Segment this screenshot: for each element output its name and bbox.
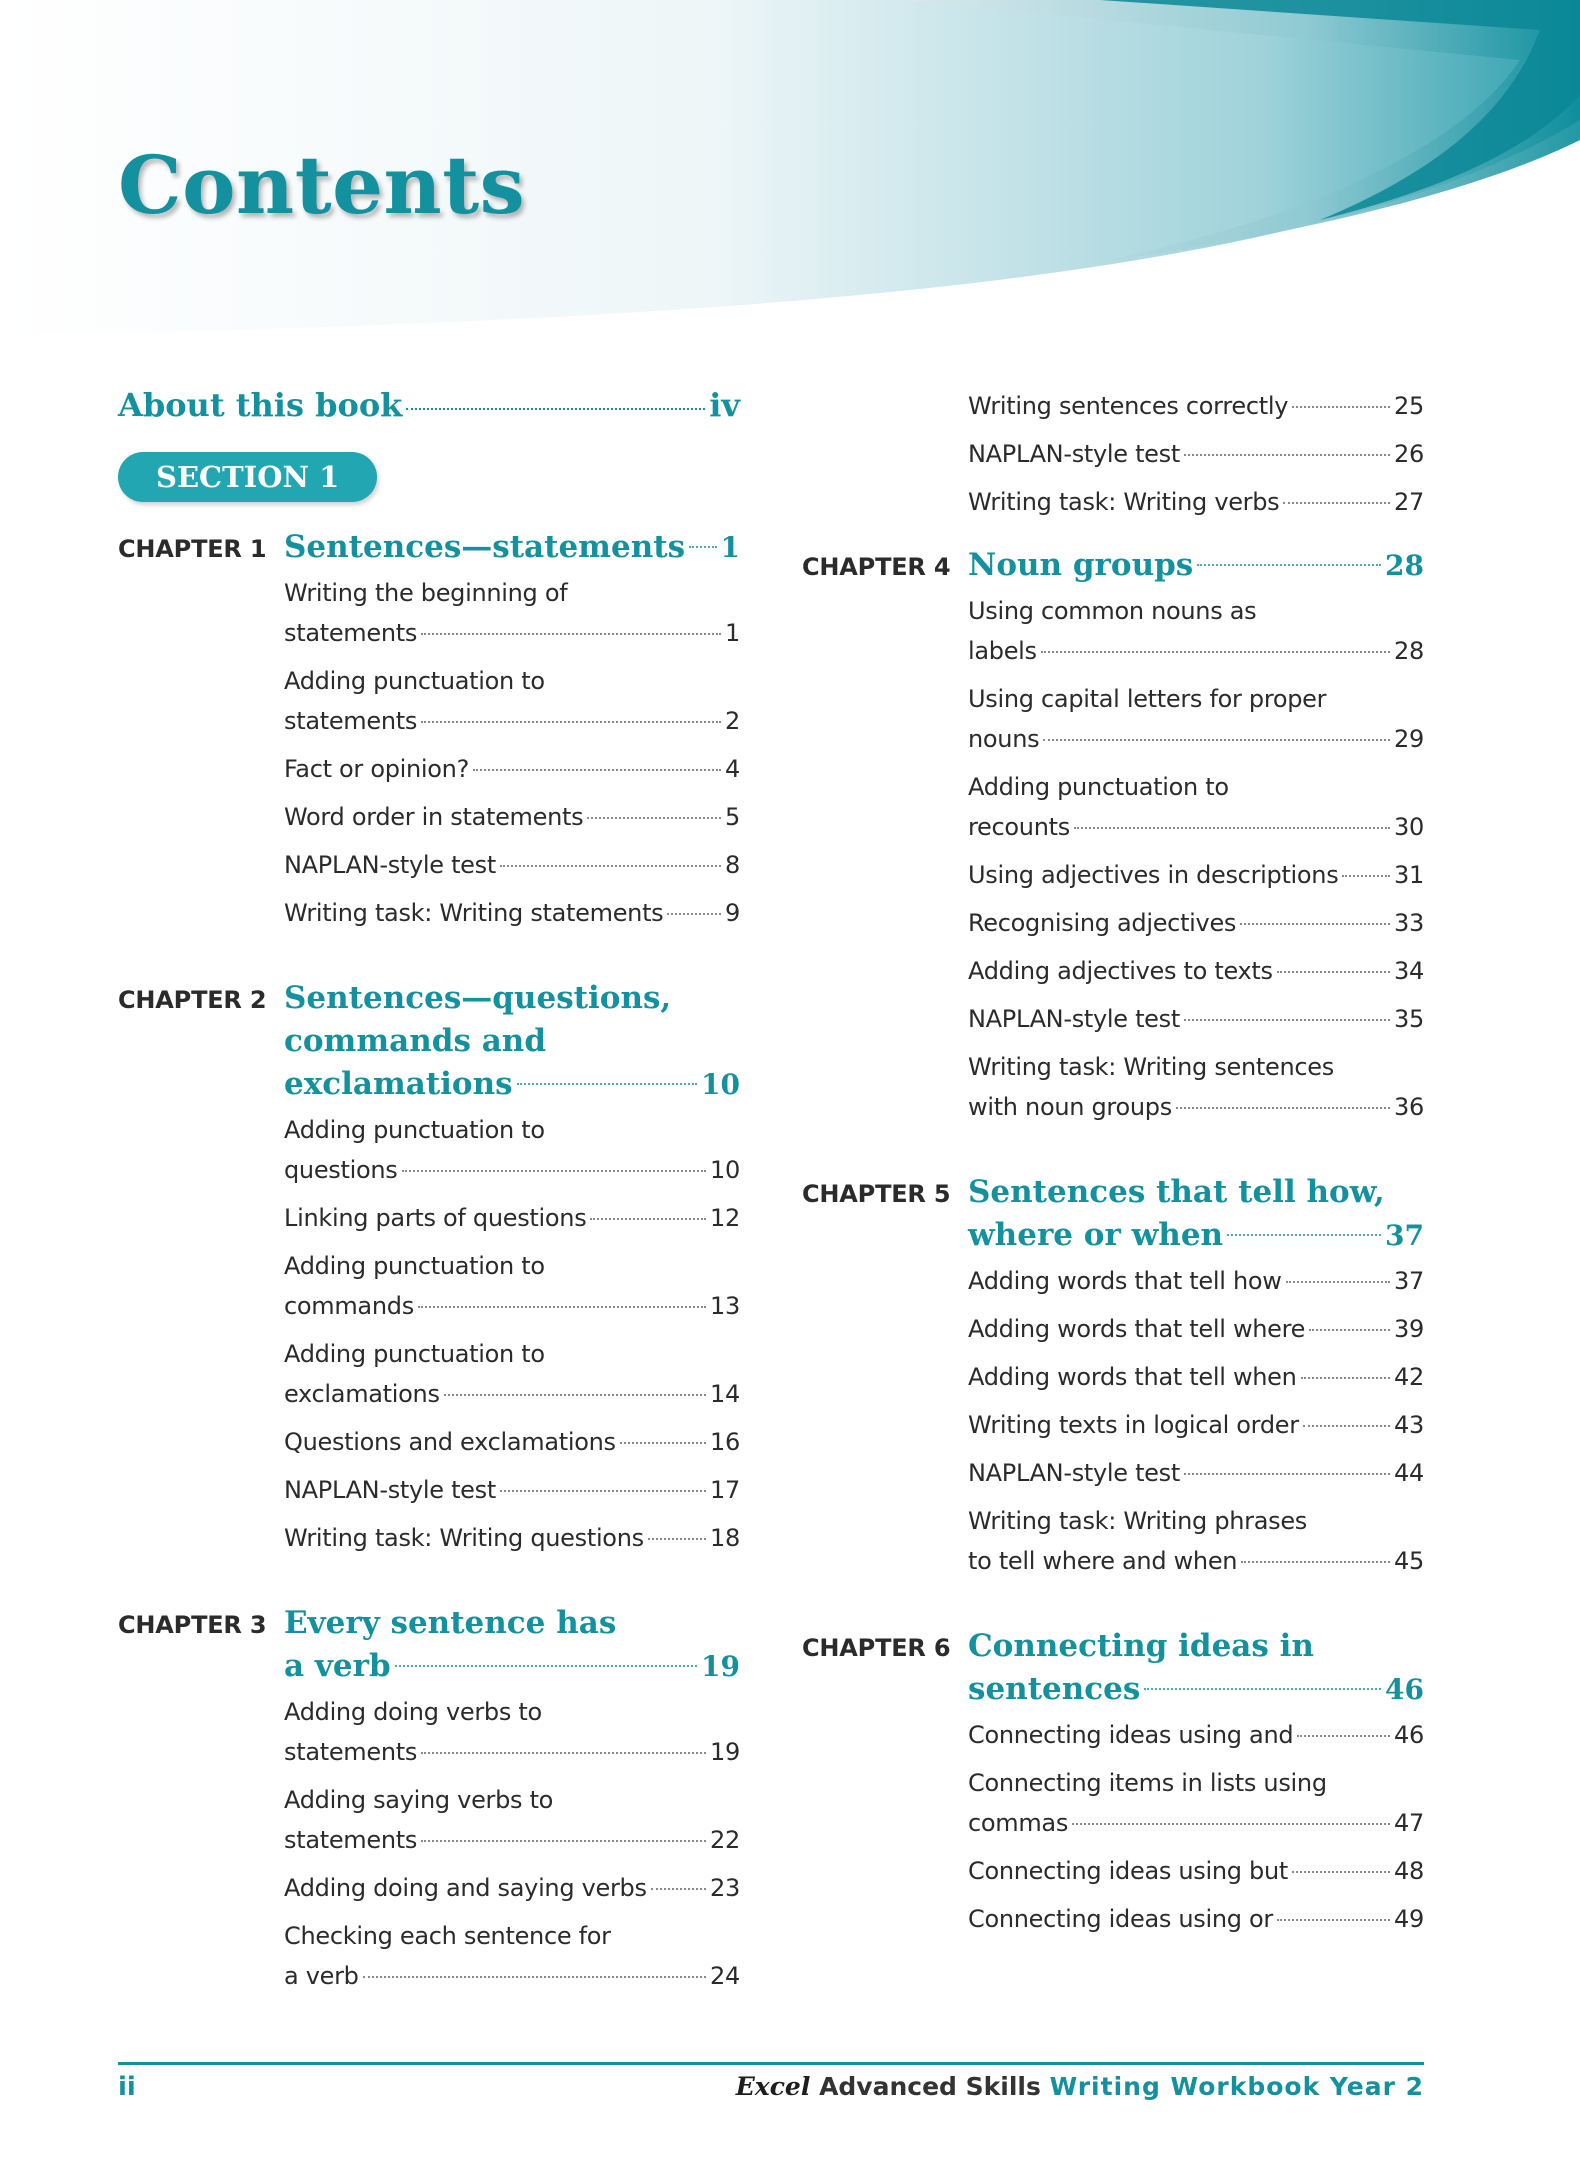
toc-entry-row[interactable] bbox=[284, 1518, 740, 1558]
dot-leader bbox=[1241, 1561, 1390, 1563]
toc-entry-row[interactable] bbox=[968, 1899, 1424, 1939]
entry-text: statements bbox=[284, 619, 418, 647]
dot-leader bbox=[590, 1218, 706, 1220]
entry-page: 18 bbox=[710, 1524, 740, 1552]
header-banner bbox=[0, 0, 1580, 360]
dot-leader bbox=[1292, 1871, 1390, 1873]
toc-entry-row[interactable] bbox=[968, 1261, 1424, 1301]
about-label: About this book bbox=[118, 386, 403, 424]
entry-page: 28 bbox=[1385, 549, 1424, 582]
toc-entry[interactable] bbox=[968, 1047, 1424, 1127]
entry-text-line: Writing task: Writing sentences bbox=[968, 1053, 1334, 1081]
entry-text-line: Adding punctuation to bbox=[284, 667, 545, 695]
toc-entry[interactable] bbox=[284, 1692, 740, 1772]
chapter-title-entry[interactable] bbox=[968, 1668, 1424, 1711]
toc-entry[interactable] bbox=[284, 1916, 740, 1996]
left-chapters bbox=[118, 526, 740, 2004]
toc-entry[interactable] bbox=[284, 1422, 740, 1462]
entry-text: Connecting ideas using but bbox=[968, 1857, 1288, 1885]
entry-page: 46 bbox=[1394, 1721, 1424, 1749]
entry-text: Adding words that tell how bbox=[968, 1267, 1282, 1295]
footer-book: Writing Workbook Year 2 bbox=[1049, 2072, 1424, 2101]
chapter-label: CHAPTER 2 bbox=[118, 986, 267, 1014]
toc-entry[interactable] bbox=[968, 1715, 1424, 1755]
toc-entry-row[interactable] bbox=[968, 1803, 1424, 1843]
chapter-label: CHAPTER 3 bbox=[118, 1611, 267, 1639]
dot-leader bbox=[1303, 1425, 1390, 1427]
entry-text-line: Adding punctuation to bbox=[284, 1340, 545, 1368]
dot-leader bbox=[1277, 1919, 1390, 1921]
entry-text: Noun groups bbox=[968, 547, 1194, 583]
footer-brand: Excel bbox=[735, 2072, 811, 2101]
chapter-title-entry[interactable] bbox=[284, 1063, 740, 1106]
chapter-2 bbox=[118, 977, 740, 1566]
toc-entry-row[interactable] bbox=[968, 719, 1424, 759]
dot-leader bbox=[444, 1394, 706, 1396]
toc-entry[interactable] bbox=[284, 1198, 740, 1238]
entry-page: 14 bbox=[710, 1380, 740, 1408]
dot-leader bbox=[1074, 827, 1390, 829]
toc-entry-row[interactable] bbox=[968, 482, 1424, 522]
footer-book-title bbox=[736, 2072, 1424, 2101]
dot-leader bbox=[1176, 1107, 1390, 1109]
toc-entry[interactable] bbox=[284, 749, 740, 789]
dot-leader bbox=[1072, 1823, 1390, 1825]
entry-text: Sentences—statements bbox=[284, 529, 686, 565]
entry-page: 17 bbox=[710, 1476, 740, 1504]
entry-page: 27 bbox=[1394, 488, 1424, 516]
entry-page: 2 bbox=[725, 707, 740, 735]
toc-entry-row[interactable] bbox=[284, 749, 740, 789]
dot-leader bbox=[473, 769, 721, 771]
dot-leader bbox=[689, 546, 716, 548]
dot-leader bbox=[1283, 502, 1390, 504]
entry-page: 9 bbox=[725, 899, 740, 927]
entry-text: Using adjectives in descriptions bbox=[968, 861, 1339, 889]
dot-leader bbox=[500, 1490, 706, 1492]
chapter-body bbox=[284, 977, 740, 1566]
chapter-title[interactable] bbox=[284, 1602, 740, 1688]
dot-leader bbox=[1301, 1377, 1390, 1379]
toc-entry[interactable] bbox=[968, 903, 1424, 943]
dot-leader bbox=[421, 721, 721, 723]
toc-entry[interactable] bbox=[968, 951, 1424, 991]
dot-leader bbox=[1184, 454, 1390, 456]
toc-entry-row[interactable] bbox=[284, 613, 740, 653]
entry-page: 29 bbox=[1394, 725, 1424, 753]
toc-entry-row[interactable] bbox=[968, 807, 1424, 847]
toc-entry-row[interactable] bbox=[284, 1198, 740, 1238]
toc-entry[interactable] bbox=[968, 591, 1424, 671]
continued-items bbox=[802, 386, 1424, 522]
chapter-title[interactable] bbox=[968, 1171, 1424, 1257]
chapter-4 bbox=[802, 544, 1424, 1135]
entry-text-line: Adding punctuation to bbox=[284, 1252, 545, 1280]
toc-entry-row[interactable] bbox=[968, 903, 1424, 943]
entry-text: Recognising adjectives bbox=[968, 909, 1237, 937]
toc-entry-row[interactable] bbox=[968, 1715, 1424, 1755]
dot-leader bbox=[402, 1170, 707, 1172]
toc-entry[interactable] bbox=[968, 1851, 1424, 1891]
entry-text: NAPLAN-style test bbox=[968, 1459, 1180, 1487]
chapter-body bbox=[284, 526, 740, 941]
chapter-body bbox=[968, 544, 1424, 1135]
chapter-title[interactable] bbox=[968, 544, 1424, 587]
dot-leader bbox=[587, 817, 721, 819]
toc-entry-row[interactable] bbox=[284, 1422, 740, 1462]
entry-page: 8 bbox=[725, 851, 740, 879]
dot-leader bbox=[517, 1083, 697, 1085]
entry-text: with noun groups bbox=[968, 1093, 1172, 1121]
toc-entry[interactable] bbox=[968, 1261, 1424, 1301]
entry-page: 23 bbox=[710, 1874, 740, 1902]
entry-text-line: Adding saying verbs to bbox=[284, 1786, 554, 1814]
entry-page: 37 bbox=[1385, 1219, 1424, 1252]
footer-page-number: ii bbox=[118, 2072, 136, 2102]
chapter-6 bbox=[802, 1625, 1424, 1947]
toc-entry[interactable] bbox=[284, 1246, 740, 1326]
dot-leader bbox=[1297, 1735, 1390, 1737]
dot-leader bbox=[1309, 1329, 1390, 1331]
toc-entry-row[interactable] bbox=[284, 845, 740, 885]
entry-text: Writing texts in logical order bbox=[968, 1411, 1299, 1439]
dot-leader bbox=[421, 1840, 706, 1842]
dot-leader bbox=[1184, 1473, 1390, 1475]
toc-entry-row[interactable] bbox=[968, 1405, 1424, 1445]
chapter-title[interactable] bbox=[284, 977, 740, 1106]
entry-text: Writing task: Writing verbs bbox=[968, 488, 1280, 516]
entry-text: Writing task: Writing questions bbox=[284, 1524, 644, 1552]
entry-text: labels bbox=[968, 637, 1037, 665]
entry-text: Writing task: Writing statements bbox=[284, 899, 664, 927]
entry-page: 24 bbox=[710, 1962, 740, 1990]
toc-entry-row[interactable] bbox=[968, 1851, 1424, 1891]
entry-page: 35 bbox=[1394, 1005, 1424, 1033]
chapter-title-entry[interactable] bbox=[968, 1214, 1424, 1257]
entry-page: 16 bbox=[710, 1428, 740, 1456]
dot-leader bbox=[667, 913, 721, 915]
dot-leader bbox=[363, 1976, 706, 1978]
chapter-title-line: Sentences—questions, bbox=[284, 980, 672, 1016]
chapter-title-line: commands and bbox=[284, 1023, 547, 1059]
entry-page: 31 bbox=[1394, 861, 1424, 889]
toc-entry-row[interactable] bbox=[284, 1286, 740, 1326]
toc-entry-row[interactable] bbox=[284, 1470, 740, 1510]
toc-entry-row[interactable] bbox=[284, 701, 740, 741]
chapter-body bbox=[968, 1625, 1424, 1947]
contents-column-right bbox=[802, 386, 1424, 1983]
toc-entry-row[interactable] bbox=[968, 951, 1424, 991]
toc-entry-row[interactable] bbox=[284, 1374, 740, 1414]
entry-text: a verb bbox=[284, 1962, 359, 1990]
toc-entry[interactable] bbox=[284, 1110, 740, 1190]
footer-divider bbox=[118, 2062, 1424, 2065]
toc-entry-row[interactable] bbox=[968, 1453, 1424, 1493]
toc-entry[interactable] bbox=[284, 661, 740, 741]
entry-text: Connecting ideas using or bbox=[968, 1905, 1273, 1933]
toc-entry[interactable] bbox=[968, 1899, 1424, 1939]
toc-entry[interactable] bbox=[968, 1357, 1424, 1397]
toc-entry-row[interactable] bbox=[968, 631, 1424, 671]
toc-entry[interactable] bbox=[284, 797, 740, 837]
dot-leader bbox=[421, 633, 721, 635]
chapter-label: CHAPTER 4 bbox=[802, 553, 951, 581]
entry-text: NAPLAN-style test bbox=[284, 851, 496, 879]
toc-entry[interactable] bbox=[284, 845, 740, 885]
chapter-5 bbox=[802, 1171, 1424, 1589]
page-title: Contents bbox=[118, 138, 526, 232]
entry-text: nouns bbox=[968, 725, 1040, 753]
toc-entry[interactable] bbox=[968, 1501, 1424, 1581]
chapter-title-entry[interactable] bbox=[284, 1645, 740, 1688]
section-badge: SECTION 1 bbox=[118, 452, 377, 502]
toc-entry[interactable] bbox=[968, 999, 1424, 1039]
entry-text-line: Writing task: Writing phrases bbox=[968, 1507, 1308, 1535]
contents-column-left bbox=[118, 386, 740, 2040]
entry-page: 42 bbox=[1394, 1363, 1424, 1391]
toc-entry-row[interactable] bbox=[968, 855, 1424, 895]
chapter-body bbox=[284, 1602, 740, 2004]
toc-entry[interactable] bbox=[968, 1309, 1424, 1349]
right-chapters bbox=[802, 544, 1424, 1947]
toc-entry-row[interactable] bbox=[284, 1820, 740, 1860]
about-entry[interactable] bbox=[118, 386, 740, 424]
entry-page: 10 bbox=[701, 1068, 740, 1101]
entry-page: 4 bbox=[725, 755, 740, 783]
toc-entry[interactable] bbox=[284, 1334, 740, 1414]
toc-entry[interactable] bbox=[968, 767, 1424, 847]
entry-page: 19 bbox=[701, 1650, 740, 1683]
toc-entry-row[interactable] bbox=[968, 1357, 1424, 1397]
entry-text: NAPLAN-style test bbox=[968, 440, 1180, 468]
dot-leader bbox=[1286, 1281, 1390, 1283]
entry-page: 13 bbox=[710, 1292, 740, 1320]
chapter-title-line: Sentences that tell how, bbox=[968, 1174, 1385, 1210]
dot-leader bbox=[406, 408, 705, 410]
entry-text: questions bbox=[284, 1156, 398, 1184]
entry-page: 10 bbox=[710, 1156, 740, 1184]
entry-page: 12 bbox=[710, 1204, 740, 1232]
entry-page: 36 bbox=[1394, 1093, 1424, 1121]
chapter-1 bbox=[118, 526, 740, 941]
toc-entry-row[interactable] bbox=[284, 1732, 740, 1772]
entry-page: 39 bbox=[1394, 1315, 1424, 1343]
toc-entry-row[interactable] bbox=[968, 1087, 1424, 1127]
toc-entry[interactable] bbox=[968, 434, 1424, 474]
dot-leader bbox=[1184, 1019, 1390, 1021]
entry-page: 33 bbox=[1394, 909, 1424, 937]
dot-leader bbox=[1277, 971, 1390, 973]
entry-page: 43 bbox=[1394, 1411, 1424, 1439]
entry-text: NAPLAN-style test bbox=[968, 1005, 1180, 1033]
chapter-title[interactable] bbox=[284, 526, 740, 569]
entry-text: Adding words that tell when bbox=[968, 1363, 1297, 1391]
toc-entry-row[interactable] bbox=[968, 1309, 1424, 1349]
entry-text: exclamations bbox=[284, 1380, 440, 1408]
entry-page: 1 bbox=[720, 531, 740, 564]
entry-page: 46 bbox=[1385, 1673, 1424, 1706]
dot-leader bbox=[1227, 1234, 1381, 1236]
entry-page: 47 bbox=[1394, 1809, 1424, 1837]
chapter-title-entry[interactable] bbox=[968, 544, 1424, 587]
dot-leader bbox=[1292, 406, 1390, 408]
entry-page: 49 bbox=[1394, 1905, 1424, 1933]
dot-leader bbox=[500, 865, 721, 867]
dot-leader bbox=[1342, 875, 1390, 877]
dot-leader bbox=[651, 1888, 706, 1890]
toc-entry-row[interactable] bbox=[284, 1150, 740, 1190]
entry-page: 48 bbox=[1394, 1857, 1424, 1885]
entry-text-line: Checking each sentence for bbox=[284, 1922, 611, 1950]
toc-entry[interactable] bbox=[968, 679, 1424, 759]
entry-text: where or when bbox=[968, 1217, 1224, 1253]
chapter-label: CHAPTER 5 bbox=[802, 1180, 951, 1208]
toc-entry[interactable] bbox=[968, 1763, 1424, 1843]
chapter-label: CHAPTER 1 bbox=[118, 535, 267, 563]
entry-page: 28 bbox=[1394, 637, 1424, 665]
toc-entry-row[interactable] bbox=[284, 1956, 740, 1996]
entry-text-line: Adding doing verbs to bbox=[284, 1698, 542, 1726]
entry-text-line: Writing the beginning of bbox=[284, 579, 568, 607]
toc-entry[interactable] bbox=[284, 893, 740, 933]
toc-entry[interactable] bbox=[968, 855, 1424, 895]
entry-text-line: Connecting items in lists using bbox=[968, 1769, 1327, 1797]
entry-text: Adding adjectives to texts bbox=[968, 957, 1273, 985]
toc-entry[interactable] bbox=[968, 386, 1424, 426]
entry-text: Connecting ideas using and bbox=[968, 1721, 1294, 1749]
entry-text-line: Using capital letters for proper bbox=[968, 685, 1327, 713]
entry-page: 45 bbox=[1394, 1547, 1424, 1575]
entry-page: 44 bbox=[1394, 1459, 1424, 1487]
entry-text: Adding doing and saying verbs bbox=[284, 1874, 647, 1902]
dot-leader bbox=[1043, 739, 1390, 741]
chapter-3 bbox=[118, 1602, 740, 2004]
chapter-title[interactable] bbox=[968, 1625, 1424, 1711]
entry-text: sentences bbox=[968, 1671, 1141, 1707]
entry-text-line: Adding punctuation to bbox=[284, 1116, 545, 1144]
toc-entry-row[interactable] bbox=[968, 1541, 1424, 1581]
toc-entry-row[interactable] bbox=[284, 893, 740, 933]
entry-text: Word order in statements bbox=[284, 803, 584, 831]
entry-text: to tell where and when bbox=[968, 1547, 1238, 1575]
entry-text: Linking parts of questions bbox=[284, 1204, 587, 1232]
entry-page: 37 bbox=[1394, 1267, 1424, 1295]
about-page: iv bbox=[709, 386, 740, 424]
entry-page: 25 bbox=[1394, 392, 1424, 420]
dot-leader bbox=[620, 1442, 706, 1444]
toc-entry-row[interactable] bbox=[968, 386, 1424, 426]
dot-leader bbox=[418, 1306, 706, 1308]
entry-text: Questions and exclamations bbox=[284, 1428, 616, 1456]
toc-entry-row[interactable] bbox=[968, 434, 1424, 474]
dot-leader bbox=[1144, 1688, 1381, 1690]
dot-leader bbox=[421, 1752, 706, 1754]
entry-text: recounts bbox=[968, 813, 1070, 841]
toc-entry[interactable] bbox=[284, 1470, 740, 1510]
entry-text: Writing sentences correctly bbox=[968, 392, 1289, 420]
entry-text: commands bbox=[284, 1292, 414, 1320]
entry-text: commas bbox=[968, 1809, 1069, 1837]
toc-entry[interactable] bbox=[968, 1453, 1424, 1493]
entry-text: statements bbox=[284, 1826, 418, 1854]
chapter-body bbox=[968, 1171, 1424, 1589]
entry-page: 26 bbox=[1394, 440, 1424, 468]
entry-page: 34 bbox=[1394, 957, 1424, 985]
chapter-title-line: Every sentence has bbox=[284, 1605, 617, 1641]
entry-page: 30 bbox=[1394, 813, 1424, 841]
entry-page: 1 bbox=[725, 619, 740, 647]
toc-entry[interactable] bbox=[284, 573, 740, 653]
entry-text: a verb bbox=[284, 1648, 391, 1684]
entry-text: exclamations bbox=[284, 1066, 513, 1102]
toc-entry[interactable] bbox=[284, 1780, 740, 1860]
toc-entry[interactable] bbox=[968, 1405, 1424, 1445]
toc-entry-row[interactable] bbox=[968, 999, 1424, 1039]
dot-leader bbox=[395, 1665, 697, 1667]
dot-leader bbox=[1240, 923, 1390, 925]
entry-page: 5 bbox=[725, 803, 740, 831]
entry-text: Adding words that tell where bbox=[968, 1315, 1306, 1343]
dot-leader bbox=[1041, 651, 1390, 653]
toc-entry[interactable] bbox=[284, 1518, 740, 1558]
entry-text: NAPLAN-style test bbox=[284, 1476, 496, 1504]
entry-text: Fact or opinion? bbox=[284, 755, 470, 783]
dot-leader bbox=[648, 1538, 706, 1540]
toc-entry-row[interactable] bbox=[284, 1868, 740, 1908]
footer-series: Advanced Skills bbox=[819, 2072, 1041, 2101]
chapter-label: CHAPTER 6 bbox=[802, 1634, 951, 1662]
entry-text: statements bbox=[284, 1738, 418, 1766]
chapter-title-entry[interactable] bbox=[284, 526, 740, 569]
toc-entry-row[interactable] bbox=[284, 797, 740, 837]
entry-page: 22 bbox=[710, 1826, 740, 1854]
toc-entry[interactable] bbox=[284, 1868, 740, 1908]
dot-leader bbox=[1197, 564, 1381, 566]
chapter-title-line: Connecting ideas in bbox=[968, 1628, 1314, 1664]
entry-text: statements bbox=[284, 707, 418, 735]
entry-page: 19 bbox=[710, 1738, 740, 1766]
entry-text-line: Adding punctuation to bbox=[968, 773, 1229, 801]
toc-entry[interactable] bbox=[968, 482, 1424, 522]
entry-text-line: Using common nouns as bbox=[968, 597, 1257, 625]
